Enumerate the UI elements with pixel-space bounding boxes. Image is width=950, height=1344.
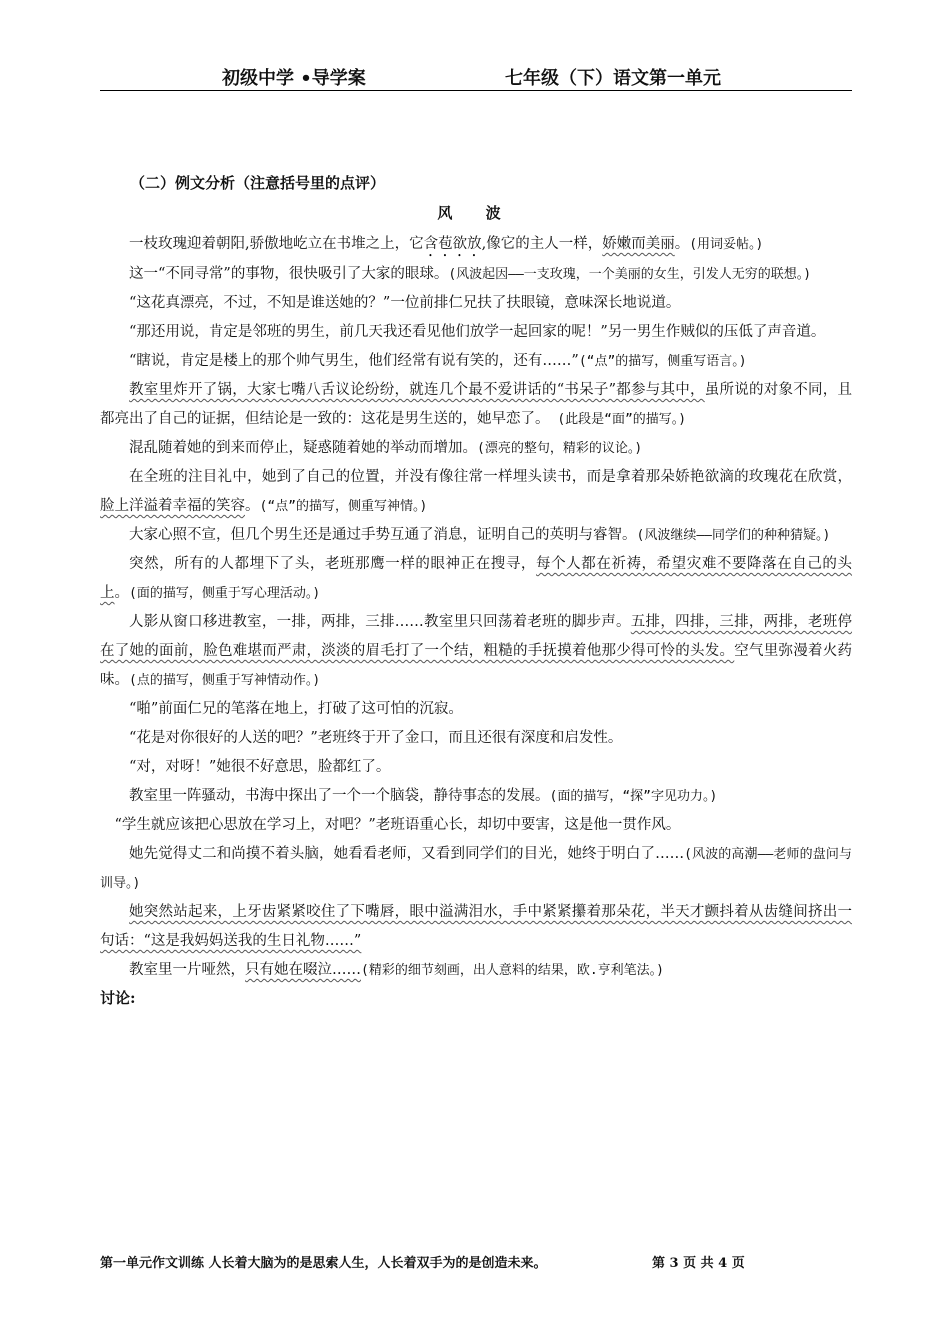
comment: (“点”的描写，侧重写神情。) [259, 499, 428, 514]
header-course-title: 七年级（下）语文第一单元 [505, 68, 721, 89]
essay-paragraph-18: 她突然站起来，上牙齿紧紧咬住了下嘴唇，眼中溢满泪水，手中紧紧攥着那朵花，半天才颤抖着从齿缝间挤出一句话：“这是我妈妈送我的生日礼物……” [100, 904, 852, 949]
comment: (此段是“面”的描写。) [549, 412, 687, 427]
essay-paragraph-12: “啪”前面仁兄的笔落在地上，打破了这可怕的沉寂。 [129, 701, 463, 717]
essay-paragraph-10: 突然，所有的人都埋下了头，老班那鹰一样的眼神正在搜寻，每个人都在祈祷，希望灾难不要降落在自己的头上。(面的描写，侧重于写心理活动。) [100, 556, 853, 601]
discussion-label: 讨论: [100, 989, 136, 1007]
main-content [100, 172, 852, 1008]
essay-paragraph-5: “瞎说，肯定是楼上的那个帅气男生，他们经常有说有笑的，还有……”(“点”的描写，侧重写语言。) [129, 353, 747, 369]
comment: (风波的高潮——老师的盘问与训导。) [100, 847, 853, 891]
page-number: 第 3 页 共 4 页 [652, 1256, 745, 1271]
essay-paragraph-16: “学生就应该把心思放在学习上，对吧？”老班语重心长，却切中要害，这是他一贯作风。 [114, 817, 681, 833]
essay-paragraph-17: 她先觉得丈二和尚摸不着头脑，她看看老师，又看到同学们的目光，她终于明白了……(风波的高潮——老师的盘问与训导。) [100, 846, 853, 891]
comment: (精彩的细节刻画，出人意料的结果，欧.亨利笔法。) [361, 963, 664, 978]
essay-title: 风 波 [437, 204, 515, 222]
essay-paragraph-19: 教室里一片哑然，只有她在啜泣……(精彩的细节刻画，出人意料的结果，欧.亨利笔法。) [129, 962, 664, 978]
essay-paragraph-11: 人影从窗口移进教室，一排，两排，三排……教室里只回荡着老班的脚步声。五排，四排，三排，两排，老班停在了她的面前，脸色难堪而严肃，淡淡的眉毛打了一个结，粗糙的手抚摸着他那少得可怜的头发。空气里弥漫着火药味。(点的描写，侧重于写神情动作。) [100, 614, 853, 688]
footer-motto: 第一单元作文训练 人长着大脑为的是思索人生，人长着双手为的是创造未来。 [100, 1256, 547, 1271]
essay-paragraph-6: 教室里炸开了锅，大家七嘴八舌议论纷纷，就连几个最不爱讲话的“书呆子”都参与其中，虽所说的对象不同，且都亮出了自己的证据，但结论是一致的：这花是男生送的，她早恋了。 (此段是“面”的描写。) [100, 382, 853, 427]
essay-paragraph-8: 在全班的注目礼中，她到了自己的位置，并没有像往常一样埋头读书，而是拿着那朵娇艳欲滴的玫瑰花在欣赏，脸上洋溢着幸福的笑容。(“点”的描写，侧重写神情。) [100, 469, 852, 514]
essay-paragraph-3: “这花真漂亮，不过，不知是谁送她的？”一位前排仁兄扶了扶眼镜，意味深长地说道。 [129, 295, 681, 311]
comment: (漂亮的整句，精彩的议论。) [477, 441, 643, 456]
comment: (面的描写，侧重于写心理活动。) [129, 586, 321, 601]
essay-paragraph-15: 教室里一阵骚动，书海中探出了一个一个脑袋，静待事态的发展。(面的描写，“探”字见功力。) [129, 788, 718, 804]
essay-paragraph-1: 一枝玫瑰迎着朝阳,骄傲地屹立在书堆之上，它含苞欲放,像它的主人一样，娇嫩而美丽。(用词妥帖。) [129, 236, 764, 252]
comment: (风波起因——一支玫瑰，一个美丽的女生，引发人无穷的联想。) [448, 267, 812, 282]
comment: (点的描写，侧重于写神情动作。) [129, 673, 321, 688]
essay-paragraph-9: 大家心照不宣，但几个男生还是通过手势互通了消息，证明自己的英明与睿智。(风波继续——同学们的种种猜疑。) [129, 527, 831, 543]
page-header [100, 64, 852, 91]
header-school-title: 初级中学 •导学案 [222, 68, 366, 89]
essay-paragraph-14: “对，对呀！”她很不好意思，脸都红了。 [129, 759, 391, 775]
comment: (风波继续——同学们的种种猜疑。) [636, 528, 831, 543]
essay-paragraph-7: 混乱随着她的到来而停止，疑惑随着她的举动而增加。(漂亮的整句，精彩的议论。) [129, 440, 643, 456]
essay-paragraph-4: “那还用说，肯定是邻班的男生，前几天我还看见他们放学一起回家的呢！”另一男生作贼似的压低了声音道。 [129, 324, 826, 340]
essay-paragraph-13: “花是对你很好的人送的吧？”老班终于开了金口，而且还很有深度和启发性。 [129, 730, 623, 746]
comment: (面的描写，“探”字见功力。) [549, 789, 718, 804]
section-title: （二）例文分析（注意括号里的点评） [130, 174, 386, 192]
comment: (“点”的描写，侧重写语言。) [578, 354, 747, 369]
essay-paragraph-2: 这一“不同寻常”的事物，很快吸引了大家的眼球。(风波起因——一支玫瑰，一个美丽的女生，引发人无穷的联想。) [129, 266, 812, 282]
comment: (用词妥帖。) [689, 237, 764, 252]
